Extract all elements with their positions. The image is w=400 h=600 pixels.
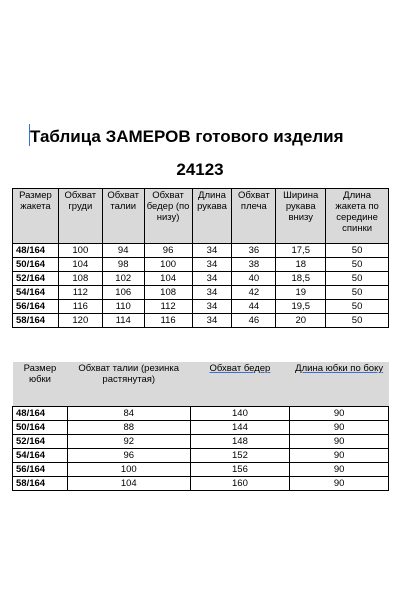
jacket-value-cell: 34 [192,286,232,300]
jacket-row [13,272,389,286]
jacket-measurements-table [12,188,389,328]
skirt-measurements-table [12,362,389,491]
jacket-size-cell: 58/164 [13,314,59,328]
skirt-value-cell: 148 [190,434,290,448]
skirt-value-cell: 90 [290,406,389,420]
jacket-value-cell: 100 [58,244,102,258]
skirt-header-cell [190,362,290,406]
skirt-size-cell: 56/164 [13,462,68,476]
skirt-value-cell: 90 [290,434,389,448]
skirt-value-cell: 92 [67,434,190,448]
jacket-value-cell: 34 [192,258,232,272]
skirt-value-cell: 156 [190,462,290,476]
jacket-value-cell: 120 [58,314,102,328]
skirt-value-cell: 90 [290,420,389,434]
skirt-value-cell: 144 [190,420,290,434]
jacket-value-cell: 34 [192,244,232,258]
jacket-value-cell: 114 [102,314,144,328]
jacket-value-cell: 34 [192,300,232,314]
article-number: 24123 [176,160,224,179]
skirt-row [13,448,389,462]
jacket-value-cell: 42 [232,286,276,300]
jacket-value-cell: 34 [192,272,232,286]
jacket-row [13,300,389,314]
jacket-value-cell: 50 [326,272,389,286]
jacket-value-cell: 104 [144,272,192,286]
jacket-value-cell: 34 [192,314,232,328]
jacket-value-cell: 50 [326,300,389,314]
skirt-header-cell [290,362,389,406]
skirt-size-cell: 48/164 [13,406,68,420]
skirt-header-row [13,362,389,406]
jacket-value-cell: 19 [276,286,326,300]
jacket-header-row [13,189,389,244]
jacket-value-cell: 104 [58,258,102,272]
jacket-header-cell: Обхват груди [58,189,102,244]
jacket-row [13,286,389,300]
jacket-value-cell: 50 [326,258,389,272]
jacket-value-cell: 38 [232,258,276,272]
skirt-value-cell: 140 [190,406,290,420]
jacket-header-cell: Длина рукава [192,189,232,244]
jacket-value-cell: 106 [102,286,144,300]
skirt-header-cell: Размер юбки [13,362,68,406]
jacket-value-cell: 36 [232,244,276,258]
jacket-size-cell: 54/164 [13,286,59,300]
page-title: Таблица ЗАМЕРОВ готового изделия [30,127,344,146]
skirt-size-cell: 54/164 [13,448,68,462]
jacket-size-cell: 56/164 [13,300,59,314]
jacket-value-cell: 17,5 [276,244,326,258]
jacket-value-cell: 50 [326,314,389,328]
skirt-row [13,476,389,490]
skirt-value-cell: 160 [190,476,290,490]
jacket-header-cell: Размер жакета [13,189,59,244]
jacket-value-cell: 50 [326,286,389,300]
skirt-header-cell: Обхват талии (резинка растянутая) [67,362,190,406]
jacket-row [13,314,389,328]
jacket-value-cell: 50 [326,244,389,258]
jacket-row [13,258,389,272]
jacket-header-cell: Обхват бедер (по низу) [144,189,192,244]
skirt-value-cell: 90 [290,476,389,490]
skirt-header-label: Длина юбки по боку [295,363,384,374]
jacket-row [13,244,389,258]
skirt-row [13,420,389,434]
jacket-value-cell: 110 [102,300,144,314]
skirt-row [13,406,389,420]
jacket-header-cell: Обхват плеча [232,189,276,244]
jacket-header-cell: Ширина рукава внизу [276,189,326,244]
jacket-value-cell: 100 [144,258,192,272]
skirt-value-cell: 90 [290,462,389,476]
jacket-size-cell: 50/164 [13,258,59,272]
jacket-value-cell: 112 [58,286,102,300]
jacket-value-cell: 94 [102,244,144,258]
jacket-value-cell: 96 [144,244,192,258]
skirt-row [13,434,389,448]
jacket-value-cell: 102 [102,272,144,286]
skirt-size-cell: 52/164 [13,434,68,448]
skirt-row [13,462,389,476]
jacket-value-cell: 108 [144,286,192,300]
skirt-value-cell: 96 [67,448,190,462]
skirt-value-cell: 84 [67,406,190,420]
jacket-value-cell: 20 [276,314,326,328]
skirt-value-cell: 88 [67,420,190,434]
jacket-value-cell: 19,5 [276,300,326,314]
jacket-size-cell: 48/164 [13,244,59,258]
jacket-value-cell: 116 [58,300,102,314]
jacket-size-cell: 52/164 [13,272,59,286]
skirt-size-cell: 50/164 [13,420,68,434]
skirt-header-label: Обхват бедер [209,363,271,374]
jacket-value-cell: 18 [276,258,326,272]
skirt-value-cell: 90 [290,448,389,462]
jacket-value-cell: 112 [144,300,192,314]
jacket-value-cell: 46 [232,314,276,328]
jacket-value-cell: 116 [144,314,192,328]
jacket-value-cell: 98 [102,258,144,272]
jacket-value-cell: 44 [232,300,276,314]
jacket-value-cell: 40 [232,272,276,286]
jacket-header-cell: Длина жакета по середине спинки [326,189,389,244]
jacket-value-cell: 108 [58,272,102,286]
jacket-value-cell: 18,5 [276,272,326,286]
skirt-value-cell: 152 [190,448,290,462]
jacket-header-cell: Обхват талии [102,189,144,244]
skirt-value-cell: 104 [67,476,190,490]
skirt-size-cell: 58/164 [13,476,68,490]
skirt-value-cell: 100 [67,462,190,476]
